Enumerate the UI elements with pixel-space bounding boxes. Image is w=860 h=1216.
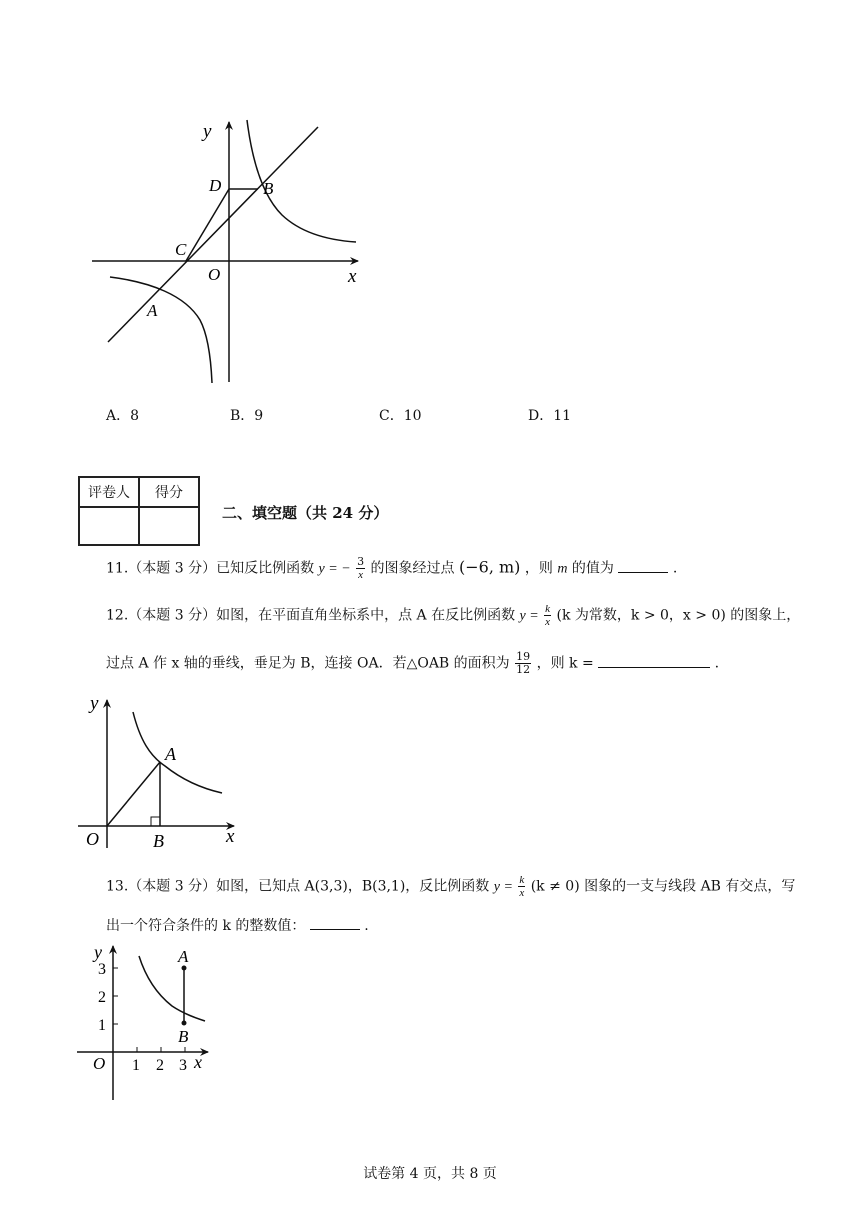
q13-line2: 出一个符合条件的 k 的整数值： bbox=[106, 918, 306, 934]
y-tick-label-2: 2 bbox=[98, 989, 106, 1006]
label-y: y bbox=[90, 693, 99, 714]
q11-answer-blank[interactable] bbox=[618, 558, 668, 573]
q12-fraction bbox=[544, 603, 551, 628]
page-footer: 试卷第 4 页，共 8 页 bbox=[363, 1166, 497, 1182]
grader-header: 评卷人 bbox=[79, 477, 139, 507]
label-o: O bbox=[208, 265, 221, 284]
figure-3 bbox=[72, 940, 222, 1102]
q11-y-eq: y = − bbox=[318, 561, 351, 577]
label-c: C bbox=[175, 240, 187, 259]
label-o: O bbox=[93, 1054, 106, 1073]
q12-frac-den: x bbox=[545, 616, 551, 628]
q13-answer-blank[interactable] bbox=[310, 915, 360, 930]
q11-m: m bbox=[557, 561, 568, 577]
label-x: x bbox=[194, 1052, 202, 1072]
question-12-line-2 bbox=[106, 651, 719, 676]
question-13-line-1 bbox=[106, 874, 795, 899]
label-x: x bbox=[348, 266, 357, 287]
q12-line1-mid: (k 为常数，k > 0，x > 0) 的图象上， bbox=[556, 607, 801, 624]
figure-2 bbox=[75, 692, 245, 852]
x-tick-label-2: 2 bbox=[156, 1057, 164, 1074]
question-11 bbox=[106, 556, 677, 581]
q12-line2-b: ，则 k = bbox=[536, 655, 594, 672]
x-tick-label-1: 1 bbox=[132, 1057, 140, 1074]
point-b bbox=[182, 1021, 187, 1026]
q12-line2-a: 过点 A 作 x 轴的垂线，垂足为 B，连接 OA．若△OAB 的面积为 bbox=[106, 655, 510, 672]
label-a: A bbox=[147, 301, 158, 320]
hyperbola-branch-left bbox=[110, 277, 212, 383]
q12-answer-blank[interactable] bbox=[598, 653, 710, 668]
option-letter: B． bbox=[230, 408, 255, 424]
option-c[interactable] bbox=[379, 405, 422, 425]
q11-end: . bbox=[672, 560, 678, 577]
label-a: A bbox=[178, 947, 189, 966]
segment-oa bbox=[107, 762, 160, 826]
line-ab bbox=[108, 127, 318, 342]
score-table bbox=[78, 476, 200, 546]
label-b: B bbox=[263, 179, 274, 198]
q13-end: . bbox=[364, 918, 369, 934]
option-value: 8 bbox=[130, 408, 140, 424]
point-a bbox=[182, 966, 187, 971]
label-y: y bbox=[203, 121, 212, 142]
option-a[interactable] bbox=[106, 405, 139, 425]
option-value: 10 bbox=[403, 408, 422, 424]
q11-frac-num: 3 bbox=[357, 555, 365, 568]
q12-end: . bbox=[714, 655, 720, 672]
q12-area-den: 12 bbox=[516, 663, 531, 676]
q11-frac-den: x bbox=[358, 569, 364, 581]
label-a: A bbox=[165, 744, 176, 764]
question-12-line-1 bbox=[106, 603, 800, 628]
label-o: O bbox=[86, 829, 99, 849]
right-angle-mark bbox=[151, 817, 160, 826]
label-b: B bbox=[153, 831, 164, 851]
hyperbola bbox=[133, 712, 222, 793]
label-b: B bbox=[178, 1027, 189, 1046]
q11-mid: 的图象经过点 bbox=[370, 560, 455, 577]
y-tick-label-1: 1 bbox=[98, 1017, 106, 1034]
option-b[interactable] bbox=[230, 405, 263, 425]
q13-frac-num: k bbox=[519, 874, 525, 886]
option-d[interactable] bbox=[528, 405, 571, 425]
q13-prefix: 13.（本题 3 分）如图，已知点 A(3,3)，B(3,1)，反比例函数 bbox=[106, 878, 490, 895]
q11-mid2: ，则 bbox=[524, 560, 553, 577]
q13-fraction bbox=[518, 874, 525, 899]
label-x: x bbox=[226, 826, 235, 847]
label-y: y bbox=[94, 942, 102, 962]
q12-y-eq: y = bbox=[519, 608, 539, 624]
option-letter: A． bbox=[106, 408, 131, 424]
option-letter: C． bbox=[379, 408, 404, 424]
option-value: 9 bbox=[254, 408, 264, 424]
hyperbola bbox=[139, 956, 205, 1021]
option-value: 11 bbox=[553, 408, 572, 424]
q11-fraction bbox=[356, 556, 365, 581]
q12-area-num: 19 bbox=[516, 650, 531, 663]
y-tick-label-3: 3 bbox=[98, 961, 106, 978]
q12-area-fraction bbox=[515, 651, 531, 676]
x-tick-label-3: 3 bbox=[179, 1057, 187, 1074]
option-letter: D． bbox=[528, 408, 554, 424]
label-d: D bbox=[209, 176, 222, 195]
grader-cell[interactable] bbox=[79, 507, 139, 545]
q11-suffix: 的值为 bbox=[571, 560, 614, 577]
q12-frac-num: k bbox=[545, 603, 551, 615]
figure-1 bbox=[80, 110, 380, 390]
score-cell[interactable] bbox=[139, 507, 199, 545]
q11-point: (−6, m) bbox=[459, 557, 521, 577]
q13-frac-den: x bbox=[519, 887, 525, 899]
q13-line1-mid: (k ≠ 0) 图象的一支与线段 AB 有交点，写 bbox=[530, 878, 796, 895]
q13-y-eq: y = bbox=[493, 879, 513, 895]
section-title: 二、填空题（共 24 分） bbox=[222, 504, 389, 522]
score-header: 得分 bbox=[139, 477, 199, 507]
question-13-line-2 bbox=[106, 915, 369, 936]
q11-prefix: 11.（本题 3 分）已知反比例函数 bbox=[106, 560, 315, 577]
q12-prefix: 12.（本题 3 分）如图，在平面直角坐标系中，点 A 在反比例函数 bbox=[106, 607, 516, 624]
